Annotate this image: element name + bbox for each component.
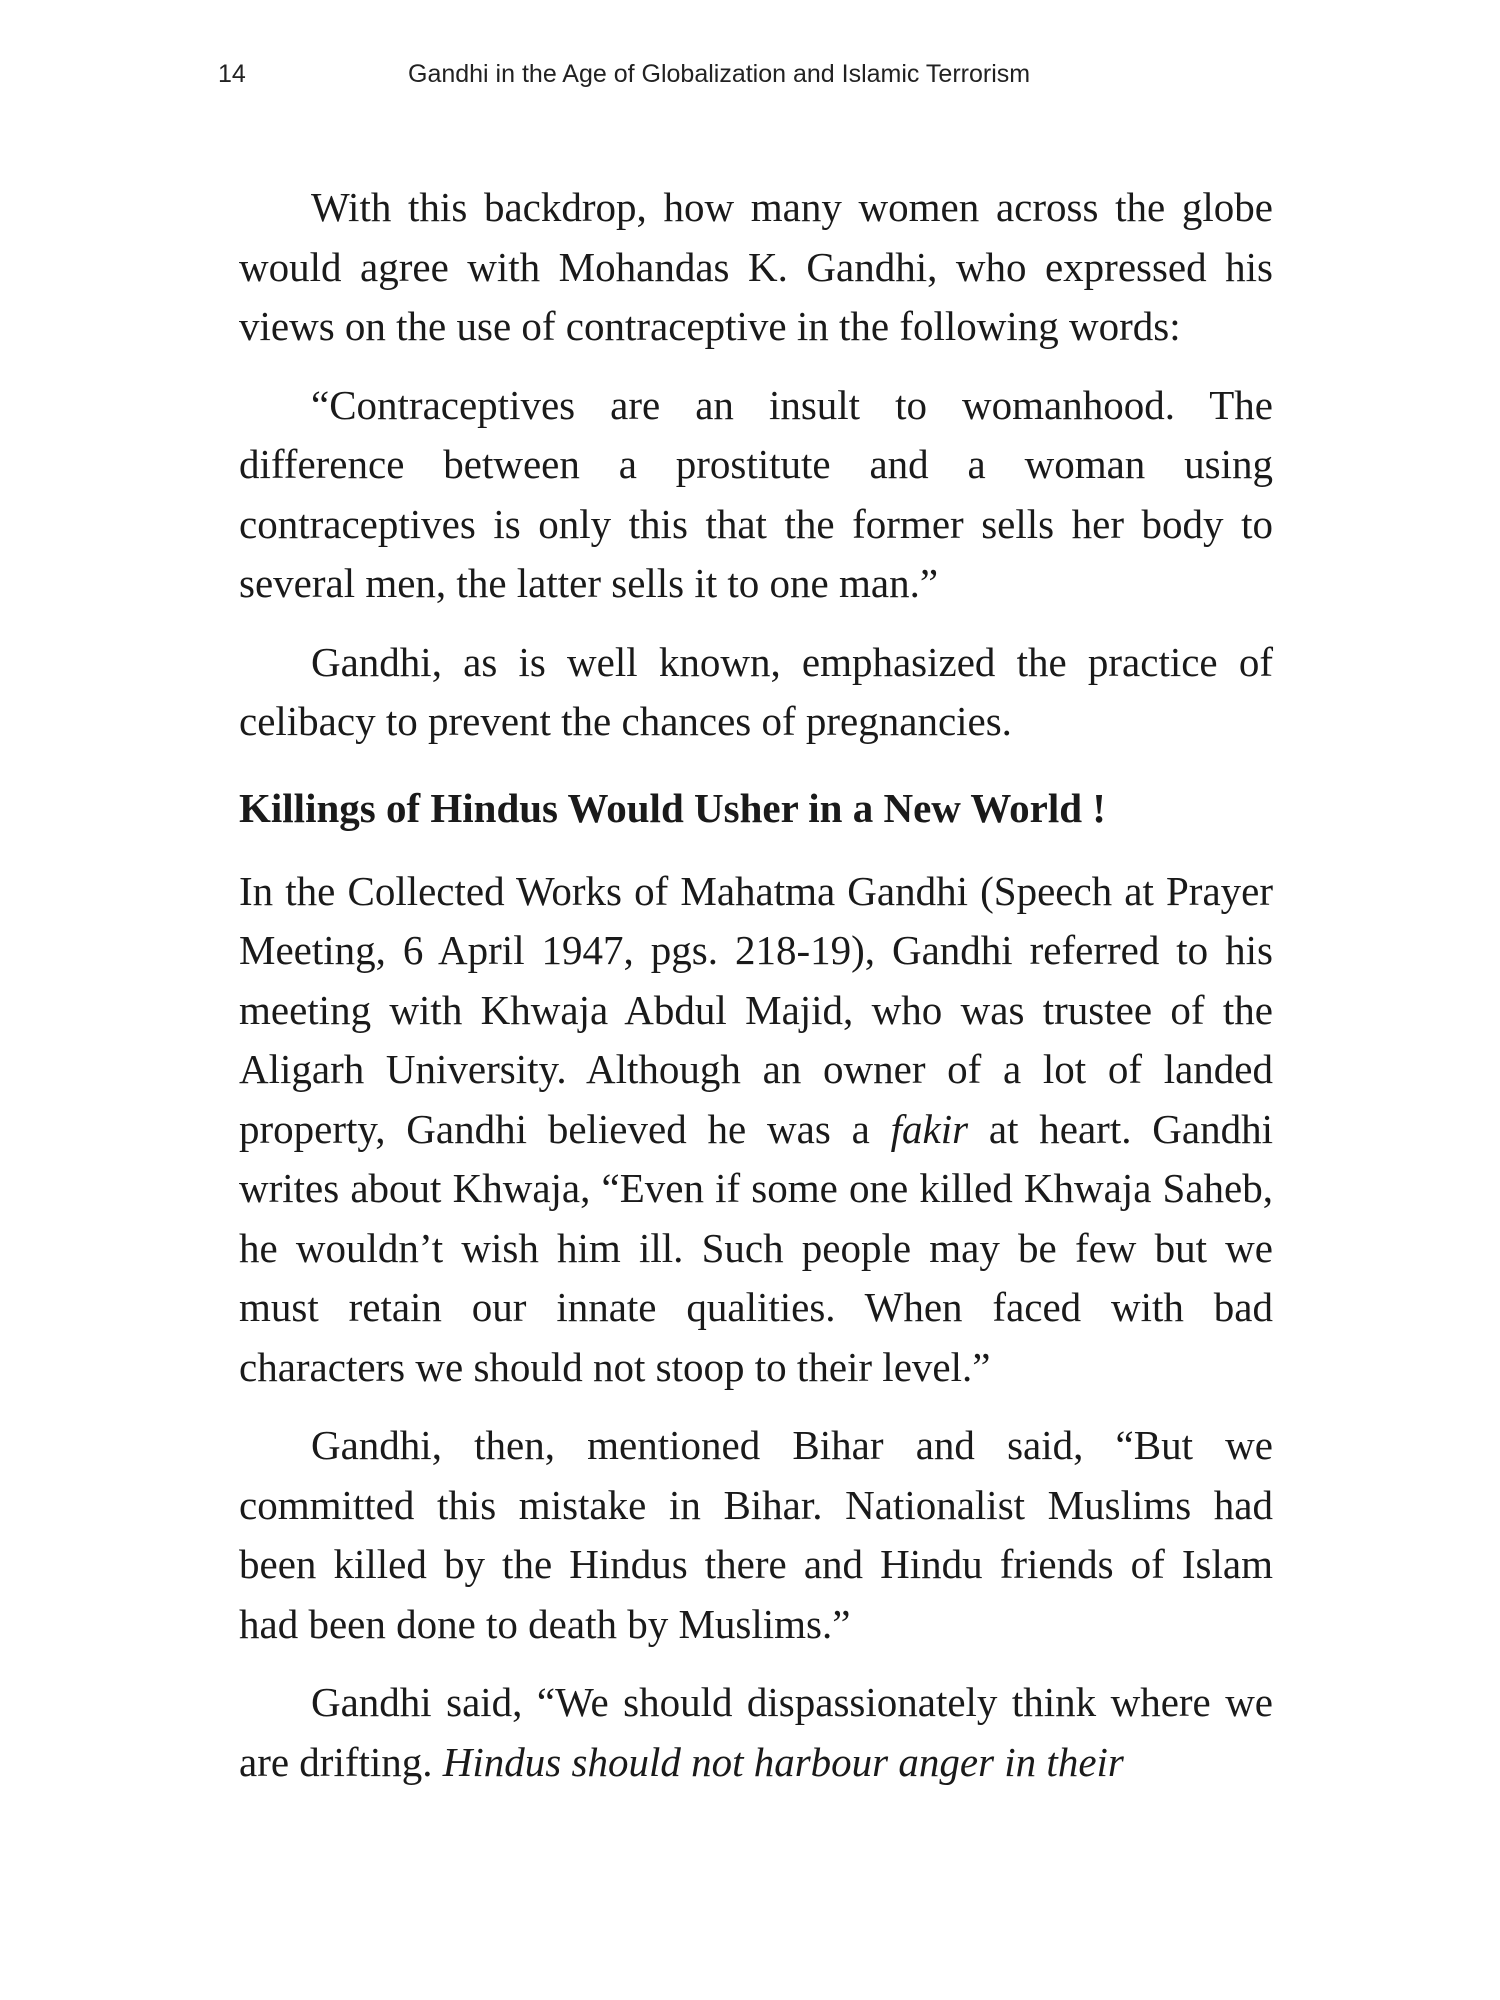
italic-fakir: fakir xyxy=(890,1105,969,1152)
body-text xyxy=(239,178,1273,1792)
paragraph-drifting-text: Gandhi said, “We should dispassionately think where we are drifting. xyxy=(239,1679,1273,1785)
page-number: 14 xyxy=(218,60,246,88)
italic-hindus-anger: Hindus should not harbour anger in their xyxy=(442,1738,1124,1785)
paragraph-bihar: Gandhi, then, mentioned Bihar and said, “But we committed this mistake in Bihar. Nationalist Muslims had been killed by the Hindus there and Hindu friends of Islam had been done to death by Muslims.” xyxy=(239,1422,1273,1647)
section-heading: Killings of Hindus Would Usher in a New World ! xyxy=(239,784,1106,831)
running-title: Gandhi in the Age of Globalization and Islamic Terrorism xyxy=(408,60,1031,88)
paragraph-celibacy: Gandhi, as is well known, emphasized the practice of celibacy to prevent the chances of pregnancies. xyxy=(239,638,1273,744)
paragraph-quote-contraceptives: “Contraceptives are an insult to womanhood. The difference between a prostitute and a woman using contraceptives is only this that the former sells her body to several men, the latter sells it to one man.” xyxy=(239,381,1273,606)
paragraph-collected-works xyxy=(239,862,1273,1398)
running-head xyxy=(218,54,1278,94)
paragraph-collected-works-text-end: at heart. Gandhi writes about Khwaja, “Even if some one killed Khwaja Saheb, he wouldn’t wish him ill. Such people may be few but we must retain our innate qualities. When faced with bad characters we should not stoop to their level.” xyxy=(239,1105,1273,1390)
paragraph-backdrop: With this backdrop, how many women across the globe would agree with Mohandas K. Gandhi, who expressed his views on the use of contraceptive in the following words: xyxy=(239,184,1273,349)
paragraph-collected-works-text: In the Collected Works of Mahatma Gandhi (Speech at Prayer Meeting, 6 April 1947, pgs. 218-19), Gandhi referred to his meeting with Khwaja Abdul Majid, who was trustee of the Aligarh University. Although an owner of a lot of landed property, Gandhi believed he was a xyxy=(239,867,1273,1152)
paragraph-drifting xyxy=(239,1673,1273,1792)
